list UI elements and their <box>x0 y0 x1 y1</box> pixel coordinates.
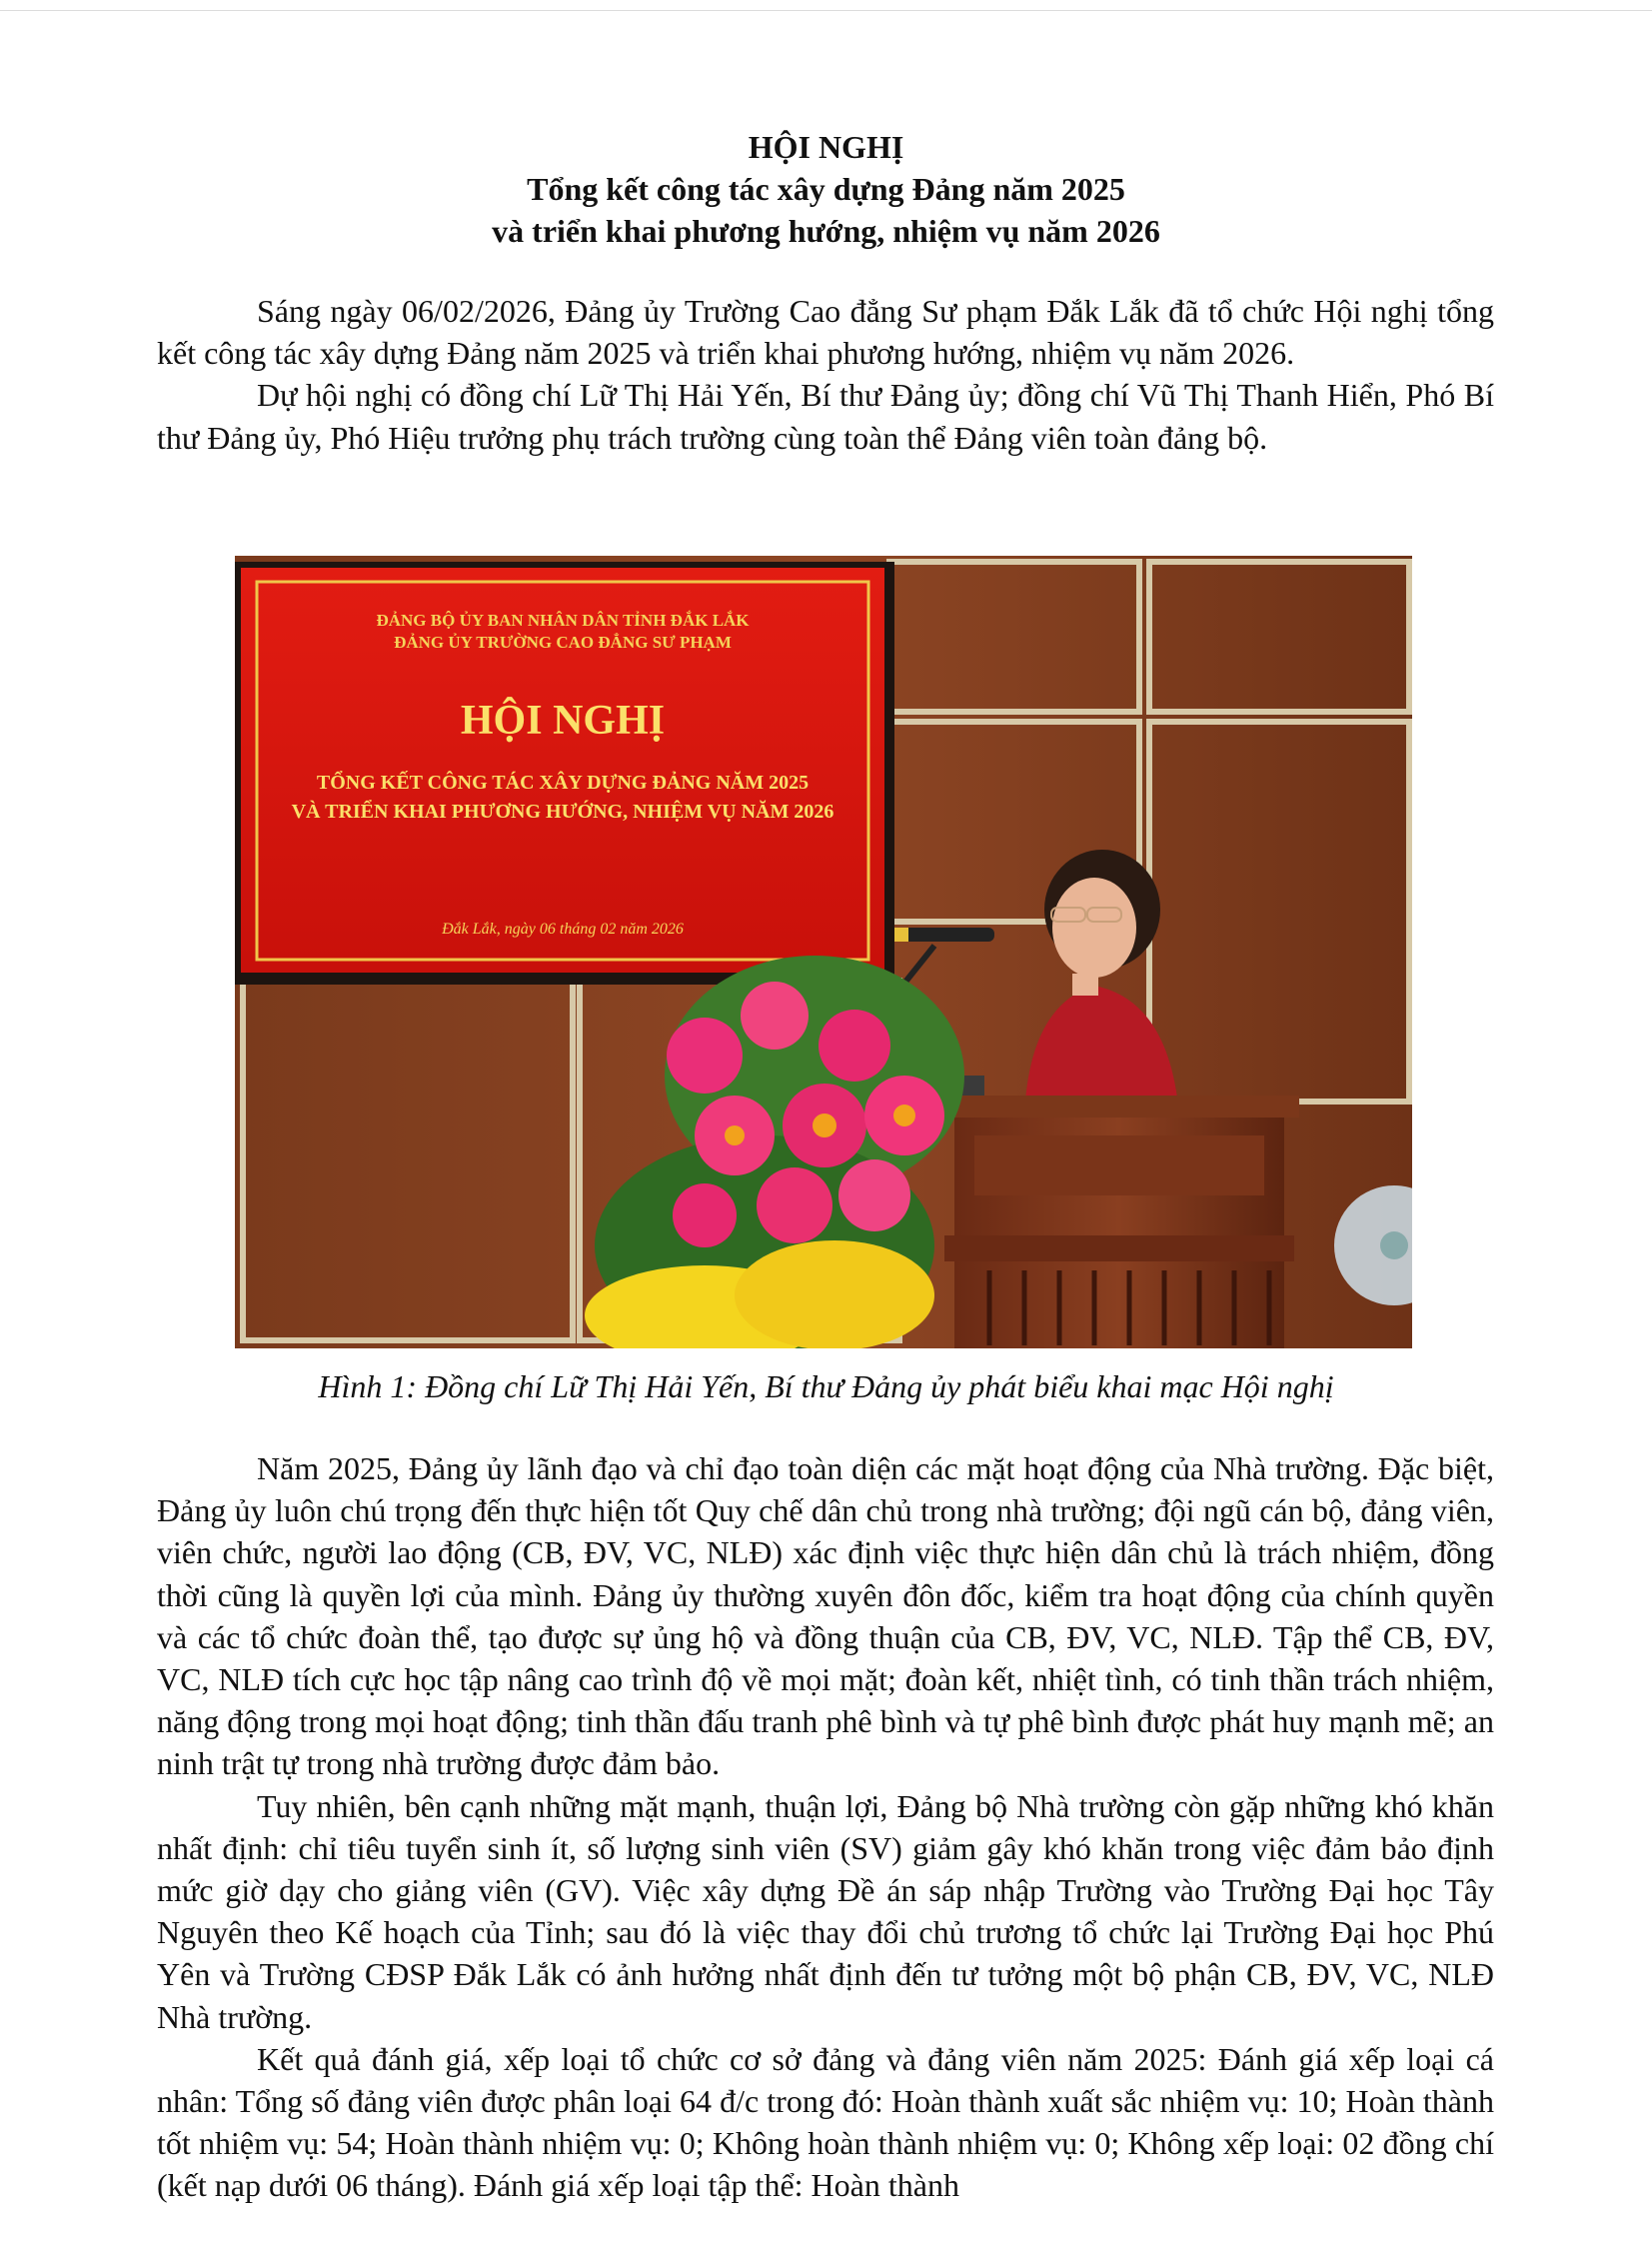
intro-paragraph: Sáng ngày 06/02/2026, Đảng ủy Trường Cao đẳng Sư phạm Đắk Lắk đã tổ chức Hội nghị tổng kết công tác xây dựng Đảng năm 2025 và triển khai phương hướng, nhiệm vụ năm 2026. <box>157 293 1494 372</box>
document-title: HỘI NGHỊ <box>748 129 904 165</box>
document-subtitle-line-1: Tổng kết công tác xây dựng Đảng năm 2025 <box>527 171 1125 207</box>
intro-paragraph: Dự hội nghị có đồng chí Lữ Thị Hải Yến, Bí thư Đảng ủy; đồng chí Vũ Thị Thanh Hiển, Phó Bí thư Đảng ủy, Phó Hiệu trưởng phụ trách trường cùng toàn thể Đảng viên toàn đảng bộ. <box>157 377 1494 456</box>
title-block <box>0 126 1652 252</box>
banner-line-1: TỔNG KẾT CÔNG TÁC XÂY DỰNG ĐẢNG NĂM 2025 <box>316 772 810 794</box>
podium <box>939 1076 1299 1348</box>
body-paragraph: Kết quả đánh giá, xếp loại tổ chức cơ sở đảng và đảng viên năm 2025: Đánh giá xếp loại cá nhân: Tổng số đảng viên được phân loại 64 đ/c trong đó: Hoàn thành xuất sắc nhiệm vụ: 10; Hoàn thành tốt nhiệm vụ: 54; Hoàn thành nhiệm vụ: 0; Không hoàn thành nhiệm vụ: 0; Không xếp loại: 02 đồng chí (kết nạp dưới 06 tháng). Đánh giá xếp loại tập thể: Hoàn thành <box>157 2040 1494 2204</box>
conference-photo <box>235 556 1412 1348</box>
document-subtitle-line-2: và triển khai phương hướng, nhiệm vụ năm 2026 <box>492 213 1160 249</box>
body-paragraph: Tuy nhiên, bên cạnh những mặt mạnh, thuận lợi, Đảng bộ Nhà trường còn gặp những khó khăn nhất định: chỉ tiêu tuyển sinh ít, số lượng sinh viên (SV) giảm gây khó khăn trong việc đảm bảo định mức giờ dạy cho giảng viên (GV). Việc xây dựng Đề án sáp nhập Trường vào Trường Đại học Tây Nguyên theo Kế hoạch của Tỉnh; sau đó là việc thay đổi chủ trương tổ chức lại Trường Đại học Phú Yên và Trường CĐSP Đắk Lắk có ảnh hưởng nhất định đến tư tưởng một bộ phận CB, ĐV, VC, NLĐ Nhà trường. <box>157 1787 1494 2035</box>
banner-line-2: VÀ TRIỂN KHAI PHƯƠNG HƯỚNG, NHIỆM VỤ NĂM 2026 <box>291 801 834 823</box>
intro-section <box>157 290 1494 459</box>
banner-screen <box>235 562 894 985</box>
main-section <box>157 1447 1494 2207</box>
page-top-border <box>0 10 1652 11</box>
body-paragraph: Năm 2025, Đảng ủy lãnh đạo và chỉ đạo toàn diện các mặt hoạt động của Nhà trường. Đặc biệt, Đảng ủy luôn chú trọng đến thực hiện tốt Quy chế dân chủ trong nhà trường; đội ngũ cán bộ, đảng viên, viên chức, người lao động (CB, ĐV, VC, NLĐ) xác định việc thực hiện dân chủ là trách nhiệm, đồng thời cũng là quyền lợi của mình. Đảng ủy thường xuyên đôn đốc, kiểm tra hoạt động của chính quyền và các tổ chức đoàn thể, tạo được sự ủng hộ và đồng thuận của CB, ĐV, VC, NLĐ. Tập thể CB, ĐV, VC, NLĐ tích cực học tập nâng cao trình độ về mọi mặt; đoàn kết, nhiệt tình, có tinh thần trách nhiệm, năng động trong mọi hoạt động; tinh thần đấu tranh phê bình và tự phê bình được phát huy mạnh mẽ; an ninh trật tự trong nhà trường được đảm bảo. <box>157 1450 1494 1782</box>
banner-title: HỘI NGHỊ <box>460 698 666 744</box>
banner-date: Đắk Lắk, ngày 06 tháng 02 năm 2026 <box>442 921 684 938</box>
figure-caption: Hình 1: Đồng chí Lữ Thị Hải Yến, Bí thư Đảng ủy phát biểu khai mạc Hội nghị <box>318 1368 1334 1404</box>
banner-org-line-1: ĐẢNG BỘ ỦY BAN NHÂN DÂN TỈNH ĐẮK LẮK <box>376 611 750 630</box>
banner-org-line-2: ĐẢNG ỦY TRƯỜNG CAO ĐẲNG SƯ PHẠM <box>394 633 732 652</box>
